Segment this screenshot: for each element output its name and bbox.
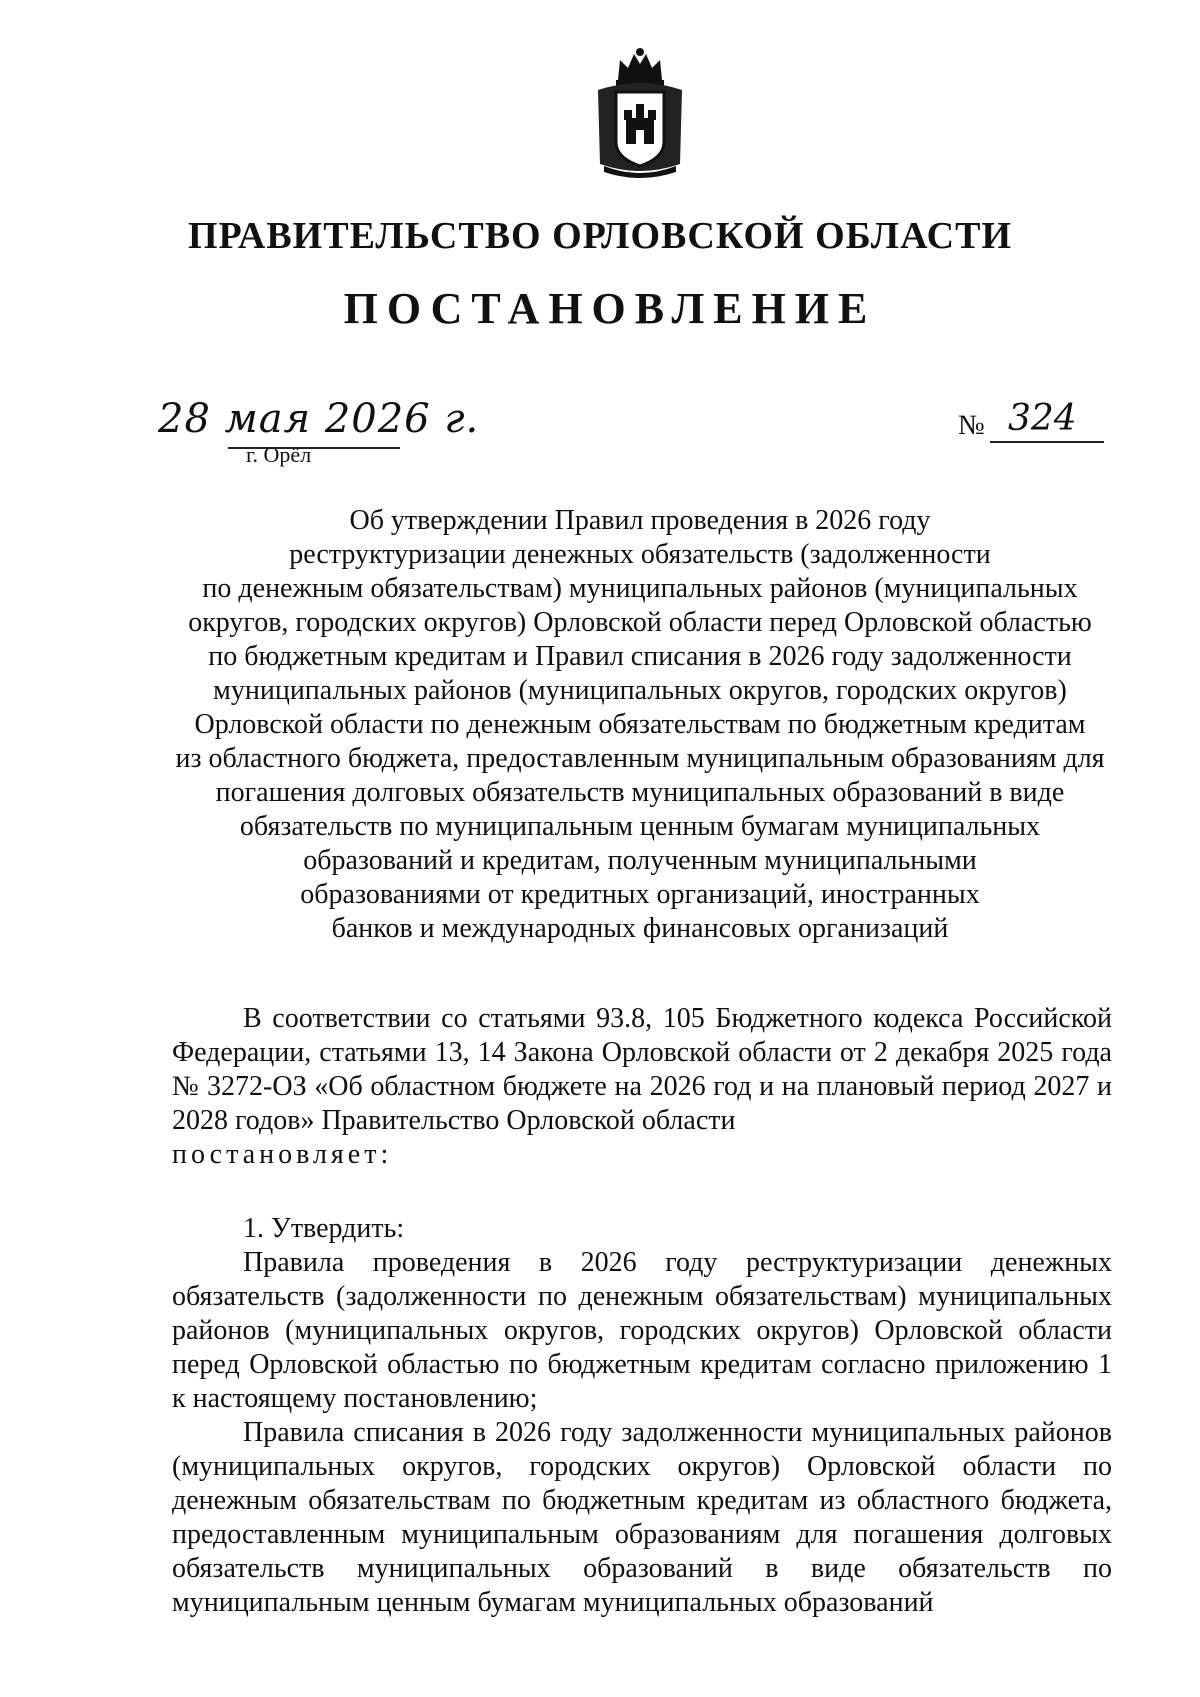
subject-line: банков и международных финансовых организаций xyxy=(331,913,949,944)
subject-line: по бюджетным кредитам и Правил списания в 2026 году задолженности xyxy=(208,641,1072,672)
rule-1-paragraph: Правила проведения в 2026 году реструктуризации денежных обязательств (задолженности по денежным обязательствам) муниципальных районов (муниципальных округов, городских округов) Орловской области перед Орловской областью по бюджетным кредитам согласно приложению 1 к настоящему постановлению; xyxy=(172,1247,1112,1414)
handwritten-number: 324 xyxy=(1008,398,1077,439)
coat-of-arms-icon xyxy=(590,46,690,180)
document-type-title: ПОСТАНОВЛЕНИЕ xyxy=(343,284,877,333)
subject-line: округов, городских округов) Орловской области перед Орловской областью xyxy=(188,607,1092,638)
spacer xyxy=(172,1172,1112,1212)
subject-line: Орловской области по денежным обязательствам по бюджетным кредитам xyxy=(194,709,1086,740)
government-name: ПРАВИТЕЛЬСТВО ОРЛОВСКОЙ ОБЛАСТИ xyxy=(187,215,1013,257)
subject-line: реструктуризации денежных обязательств (задолженности xyxy=(289,539,991,570)
handwritten-date: 28 мая 2026 г. xyxy=(158,396,480,442)
subject-line: образованиями от кредитных организаций, иностранных xyxy=(300,879,980,910)
rule-2-paragraph: Правила списания в 2026 году задолженности муниципальных районов (муниципальных округов, городских округов) Орловской области по денежным обязательствам по бюджетным кредитам из областного бюджета, предоставленным муниципальным образованиям для погашения долговых обязательств муниципальных образований в виде обязательств по муниципальным ценным бумагам муниципальных образований xyxy=(172,1417,1112,1618)
subject-line: обязательств по муниципальным ценным бумагам муниципальных xyxy=(239,811,1041,842)
subject-line: по денежным обязательствам) муниципальных районов (муниципальных xyxy=(202,573,1078,604)
subject-line: муниципальных районов (муниципальных округов, городских округов) xyxy=(213,675,1067,706)
subject-line: из областного бюджета, предоставленным муниципальным образованиям для xyxy=(175,743,1105,774)
subject-line: образований и кредитам, полученным муниципальными xyxy=(303,845,977,876)
resolves-word: постановляет: xyxy=(172,1139,393,1170)
subject-line: погашения долговых обязательств муниципальных образований в виде xyxy=(215,777,1065,808)
number-label: № xyxy=(958,410,985,441)
city-label: г. Орёл xyxy=(246,442,312,467)
number-underline xyxy=(990,441,1104,443)
document-body xyxy=(172,1002,1112,1620)
subject-line: Об утверждении Правил проведения в 2026 году xyxy=(349,505,931,536)
item-1-heading: 1. Утвердить: xyxy=(243,1213,405,1244)
document-subject xyxy=(160,504,1120,946)
preamble-paragraph: В соответствии со статьями 93.8, 105 Бюджетного кодекса Российской Федерации, статьями 13, 14 Закона Орловской области от 2 декабря 2025 года № 3272-ОЗ «Об областном бюджете на 2026 год и на плановый период 2027 и 2028 годов» Правительство Орловской области xyxy=(172,1003,1112,1136)
